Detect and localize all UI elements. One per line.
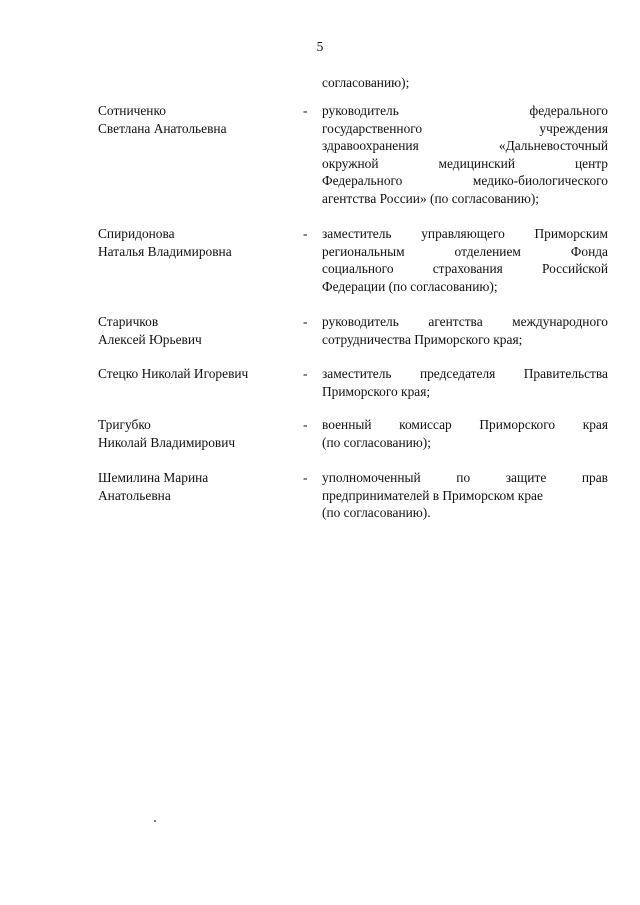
member-role [322,313,608,348]
member-name [98,102,298,137]
member-role [322,225,608,295]
role-line: военный комиссар Приморского края [322,417,608,432]
dash: - [303,314,308,329]
role-line: социального страхования Российской [322,261,608,276]
name-line: Николай Владимирович [98,434,236,450]
role-line: (по согласованию). [322,505,431,520]
name-line: Наталья Владимировна [98,243,232,259]
role-line: сотрудничества Приморского края; [322,331,523,347]
scan-speck [154,820,156,822]
role-line: Приморского края; [322,383,431,399]
member-role [322,365,608,400]
name-line: Спиридонова [98,226,175,241]
role-line: агентства России» (по согласованию); [322,190,540,206]
member-name [98,416,298,451]
continuation-text: согласованию); [322,75,410,90]
member-name [98,313,298,348]
name-line: Стецко Николай Игоревич [98,366,249,381]
role-line: Федерации (по согласованию); [322,278,498,294]
role-line: заместитель управляющего Приморским [322,226,608,241]
dash: - [303,470,308,485]
member-name [98,469,298,504]
role-line: заместитель председателя Правительства [322,366,608,381]
role-line: руководитель агентства международного [322,314,608,329]
role-line: региональным отделением Фонда [322,243,608,259]
name-line: Светлана Анатольевна [98,120,227,136]
dash: - [303,103,308,118]
role-line: окружной медицинский центр [322,155,608,171]
name-line: Шемилина Марина [98,470,209,485]
member-name [98,225,298,260]
name-line: Анатольевна [98,487,171,503]
dash: - [303,226,308,241]
name-line: Тригубко [98,417,151,432]
name-line: Алексей Юрьевич [98,331,202,347]
member-role [322,416,608,451]
dash: - [303,366,308,381]
member-name [98,365,298,383]
member-role [322,102,608,207]
role-line: здравоохранения «Дальневосточный [322,138,608,153]
role-line: государственного учреждения [322,120,608,136]
role-line: руководитель федерального [322,103,608,118]
role-line: (по согласованию); [322,434,431,450]
member-role [322,469,608,522]
role-line: предпринимателей в Приморском крае [322,487,543,503]
role-line: Федерального медико-биологического [322,173,608,188]
dash: - [303,417,308,432]
name-line: Сотниченко [98,103,166,118]
role-line: уполномоченный по защите прав [322,470,608,485]
name-line: Старичков [98,314,159,329]
page-number: 5 [316,39,324,54]
